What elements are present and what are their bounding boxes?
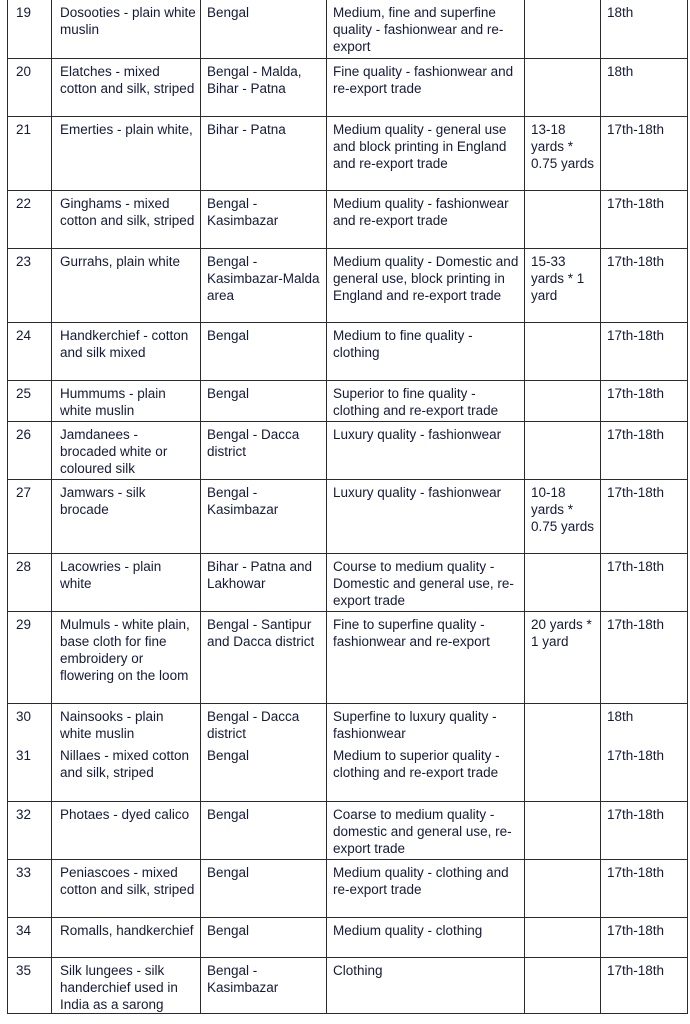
row-number-cell: 32 [8, 801, 52, 859]
production-region-cell: Bengal - Malda, Bihar - Patna [201, 58, 327, 116]
piece-size-cell [525, 957, 601, 1013]
textile-name-cell: Photaes - dyed calico [52, 801, 201, 859]
production-region-cell: Bengal - Kasimbazar [201, 190, 327, 248]
row-number-cell: 25 [8, 380, 52, 421]
row-number-cell: 24 [8, 322, 52, 380]
production-region-cell: Bengal - Dacca district [201, 421, 327, 479]
century-cell: 17th-18th [601, 611, 688, 703]
quality-use-cell: Superior to fine quality - clothing and re-export trade [327, 380, 525, 421]
row-number-cell: 35 [8, 957, 52, 1013]
piece-size-cell [525, 190, 601, 248]
century-cell: 17th-18th [601, 479, 688, 553]
piece-size-cell [525, 703, 601, 743]
textile-name-cell: Jamdanees - brocaded white or coloured silk [52, 421, 201, 479]
table-row [8, 479, 688, 553]
century-cell: 18th [601, 703, 688, 743]
table-row [8, 553, 688, 611]
table-body [8, 0, 688, 1013]
table-row [8, 801, 688, 859]
century-cell: 17th-18th [601, 957, 688, 1013]
piece-size-cell: 10-18 yards * 0.75 yards [525, 479, 601, 553]
textile-name-cell: Nillaes - mixed cotton and silk, striped [52, 743, 201, 801]
century-cell: 17th-18th [601, 553, 688, 611]
row-number-cell: 33 [8, 859, 52, 917]
production-region-cell: Bengal [201, 917, 327, 957]
quality-use-cell: Fine quality - fashionwear and re-export trade [327, 58, 525, 116]
row-number-cell: 21 [8, 116, 52, 190]
quality-use-cell: Medium, fine and superfine quality - fashionwear and re-export [327, 0, 525, 58]
production-region-cell: Bengal [201, 743, 327, 801]
table-row [8, 703, 688, 743]
table-row [8, 248, 688, 322]
textile-name-cell: Nainsooks - plain white muslin [52, 703, 201, 743]
piece-size-cell: 20 yards * 1 yard [525, 611, 601, 703]
century-cell: 17th-18th [601, 801, 688, 859]
textile-name-cell: Dosooties - plain white muslin [52, 0, 201, 58]
piece-size-cell: 15-33 yards * 1 yard [525, 248, 601, 322]
textile-name-cell: Handkerchief - cotton and silk mixed [52, 322, 201, 380]
century-cell: 17th-18th [601, 859, 688, 917]
quality-use-cell: Fine to superfine quality - fashionwear and re-export [327, 611, 525, 703]
table-row [8, 116, 688, 190]
row-number-cell: 28 [8, 553, 52, 611]
century-cell: 17th-18th [601, 248, 688, 322]
quality-use-cell: Luxury quality - fashionwear [327, 421, 525, 479]
century-cell: 17th-18th [601, 917, 688, 957]
textile-table [7, 0, 688, 1014]
piece-size-cell [525, 917, 601, 957]
textile-name-cell: Ginghams - mixed cotton and silk, striped [52, 190, 201, 248]
table-row [8, 58, 688, 116]
quality-use-cell: Medium to fine quality - clothing [327, 322, 525, 380]
textile-name-cell: Gurrahs, plain white [52, 248, 201, 322]
row-number-cell: 26 [8, 421, 52, 479]
production-region-cell: Bengal [201, 801, 327, 859]
textile-name-cell: Silk lungees - silk handerchief used in India as a sarong [52, 957, 201, 1013]
row-number-cell: 20 [8, 58, 52, 116]
table-row [8, 421, 688, 479]
table-row [8, 322, 688, 380]
quality-use-cell: Superfine to luxury quality - fashionwear [327, 703, 525, 743]
textile-name-cell: Mulmuls - white plain, base cloth for fine embroidery or flowering on the loom [52, 611, 201, 703]
quality-use-cell: Course to medium quality - Domestic and general use, re-export trade [327, 553, 525, 611]
piece-size-cell: 13-18 yards * 0.75 yards [525, 116, 601, 190]
table-row [8, 917, 688, 957]
quality-use-cell: Luxury quality - fashionwear [327, 479, 525, 553]
quality-use-cell: Clothing [327, 957, 525, 1013]
century-cell: 17th-18th [601, 380, 688, 421]
piece-size-cell [525, 859, 601, 917]
piece-size-cell [525, 553, 601, 611]
production-region-cell: Bengal [201, 0, 327, 58]
table-row [8, 190, 688, 248]
production-region-cell: Bengal - Santipur and Dacca district [201, 611, 327, 703]
piece-size-cell [525, 322, 601, 380]
century-cell: 17th-18th [601, 322, 688, 380]
production-region-cell: Bengal [201, 859, 327, 917]
textile-name-cell: Emerties - plain white, [52, 116, 201, 190]
production-region-cell: Bihar - Patna and Lakhowar [201, 553, 327, 611]
row-number-cell: 31 [8, 743, 52, 801]
production-region-cell: Bengal - Kasimbazar [201, 479, 327, 553]
table-row [8, 380, 688, 421]
row-number-cell: 29 [8, 611, 52, 703]
piece-size-cell [525, 421, 601, 479]
piece-size-cell [525, 743, 601, 801]
piece-size-cell [525, 380, 601, 421]
textile-name-cell: Romalls, handkerchief [52, 917, 201, 957]
table-row [8, 957, 688, 1013]
textile-name-cell: Elatches - mixed cotton and silk, striped [52, 58, 201, 116]
table-row [8, 743, 688, 801]
textile-name-cell: Jamwars - silk brocade [52, 479, 201, 553]
quality-use-cell: Medium quality - clothing and re-export trade [327, 859, 525, 917]
quality-use-cell: Medium quality - fashionwear and re-export trade [327, 190, 525, 248]
textile-name-cell: Peniascoes - mixed cotton and silk, striped [52, 859, 201, 917]
quality-use-cell: Medium quality - clothing [327, 917, 525, 957]
quality-use-cell: Medium quality - Domestic and general use, block printing in England and re-export trade [327, 248, 525, 322]
row-number-cell: 27 [8, 479, 52, 553]
production-region-cell: Bengal - Dacca district [201, 703, 327, 743]
production-region-cell: Bihar - Patna [201, 116, 327, 190]
table-row [8, 0, 688, 58]
production-region-cell: Bengal [201, 380, 327, 421]
piece-size-cell [525, 58, 601, 116]
century-cell: 17th-18th [601, 190, 688, 248]
century-cell: 17th-18th [601, 116, 688, 190]
textile-name-cell: Lacowries - plain white [52, 553, 201, 611]
quality-use-cell: Medium quality - general use and block printing in England and re-export trade [327, 116, 525, 190]
century-cell: 18th [601, 58, 688, 116]
century-cell: 17th-18th [601, 743, 688, 801]
table-row [8, 611, 688, 703]
century-cell: 18th [601, 0, 688, 58]
row-number-cell: 30 [8, 703, 52, 743]
century-cell: 17th-18th [601, 421, 688, 479]
production-region-cell: Bengal - Kasimbazar-Malda area [201, 248, 327, 322]
row-number-cell: 23 [8, 248, 52, 322]
row-number-cell: 34 [8, 917, 52, 957]
production-region-cell: Bengal [201, 322, 327, 380]
textile-name-cell: Hummums - plain white muslin [52, 380, 201, 421]
table-row [8, 859, 688, 917]
row-number-cell: 19 [8, 0, 52, 58]
piece-size-cell [525, 801, 601, 859]
row-number-cell: 22 [8, 190, 52, 248]
piece-size-cell [525, 0, 601, 58]
production-region-cell: Bengal - Kasimbazar [201, 957, 327, 1013]
quality-use-cell: Medium to superior quality - clothing and re-export trade [327, 743, 525, 801]
quality-use-cell: Coarse to medium quality - domestic and general use, re-export trade [327, 801, 525, 859]
